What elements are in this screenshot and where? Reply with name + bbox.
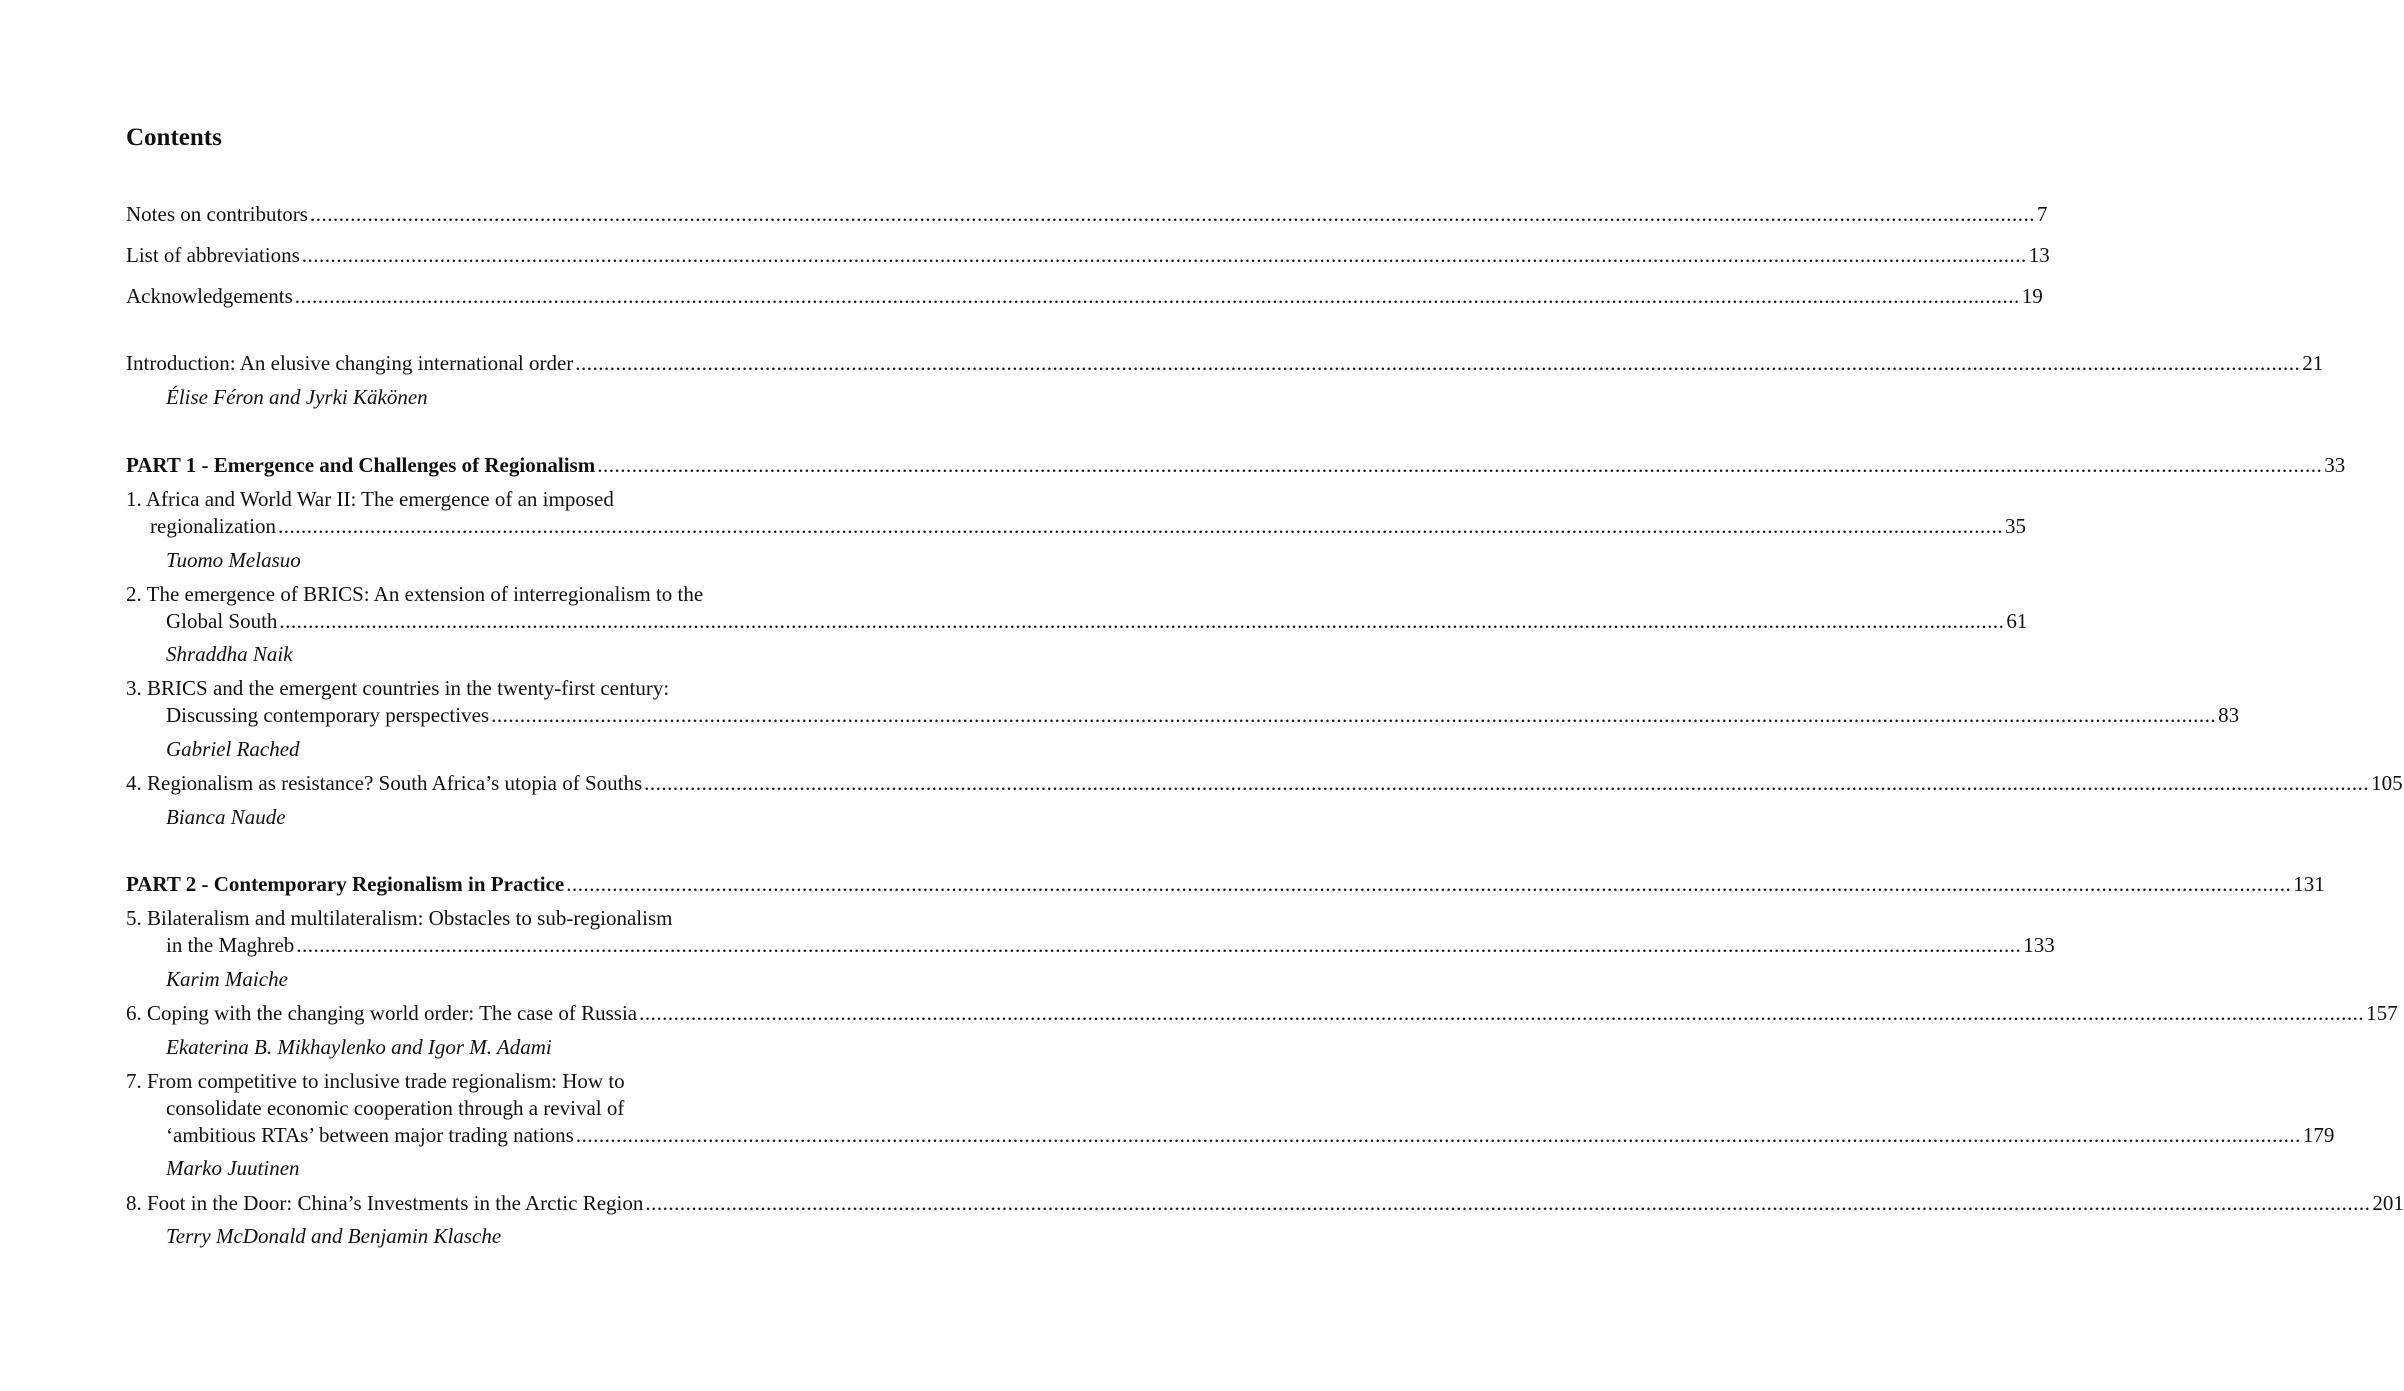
toc-chapter-3-line2[interactable] bbox=[166, 701, 2240, 729]
toc-page-number: 201 bbox=[2372, 1191, 2404, 1215]
leader-dots: ............................................................................................................................................................................................................................................................................................................ bbox=[566, 872, 2292, 896]
toc-chapter-5-line1[interactable]: 5. Bilateralism and multilateralism: Obstacles to sub-regionalism bbox=[126, 906, 673, 930]
toc-entry-label: 6. Coping with the changing world order: The case of Russia bbox=[126, 1001, 638, 1025]
leader-dots: ............................................................................................................................................................................................................................................................................................................ bbox=[597, 453, 2323, 477]
leader-dots: ............................................................................................................................................................................................................................................................................................................ bbox=[491, 703, 2217, 727]
toc-entry-label: Acknowledgements bbox=[126, 284, 293, 308]
toc-authors: Tuomo Melasuo bbox=[166, 548, 301, 572]
toc-entry-introduction[interactable] bbox=[126, 349, 2324, 377]
toc-chapter-1-line2[interactable] bbox=[150, 512, 2026, 540]
toc-entry-label: regionalization bbox=[150, 514, 276, 538]
toc-page-number: 131 bbox=[2293, 872, 2325, 896]
toc-chapter-5-line2[interactable] bbox=[166, 931, 2055, 959]
toc-page-number: 7 bbox=[2036, 202, 2048, 226]
toc-page-number: 157 bbox=[2366, 1001, 2398, 1025]
toc-page-number: 105 bbox=[2371, 771, 2403, 795]
toc-entry-label: in the Maghreb bbox=[166, 933, 295, 957]
toc-entry-label: Notes on contributors bbox=[126, 202, 308, 226]
toc-entry-label: Introduction: An elusive changing international order bbox=[126, 351, 574, 375]
toc-page-number: 133 bbox=[2023, 933, 2055, 957]
toc-entry-list-of-abbreviations[interactable] bbox=[126, 241, 2050, 269]
leader-dots: ............................................................................................................................................................................................................................................................................................................ bbox=[279, 609, 2005, 633]
toc-chapter-8[interactable] bbox=[126, 1189, 2404, 1217]
toc-entry-label: 4. Regionalism as resistance? South Africa’s utopia of Souths bbox=[126, 771, 643, 795]
toc-page-number: 83 bbox=[2218, 703, 2240, 727]
toc-authors: Ekaterina B. Mikhaylenko and Igor M. Adami bbox=[166, 1035, 552, 1059]
toc-entry-label: Discussing contemporary perspectives bbox=[166, 703, 490, 727]
toc-page-number: 13 bbox=[2028, 243, 2050, 267]
leader-dots: ............................................................................................................................................................................................................................................................................................................ bbox=[575, 351, 2301, 375]
toc-chapter-1-line1[interactable]: 1. Africa and World War II: The emergence of an imposed bbox=[126, 487, 614, 511]
toc-authors: Marko Juutinen bbox=[166, 1156, 300, 1180]
toc-entry-label: ‘ambitious RTAs’ between major trading nations bbox=[166, 1123, 574, 1147]
leader-dots: ............................................................................................................................................................................................................................................................................................................ bbox=[309, 202, 2035, 226]
toc-entry-label: 8. Foot in the Door: China’s Investments in the Arctic Region bbox=[126, 1191, 644, 1215]
toc-authors: Gabriel Rached bbox=[166, 737, 300, 761]
part-title: PART 2 - Contemporary Regionalism in Practice bbox=[126, 872, 565, 896]
leader-dots: ............................................................................................................................................................................................................................................................................................................ bbox=[294, 284, 2020, 308]
toc-authors: Terry McDonald and Benjamin Klasche bbox=[166, 1224, 502, 1248]
toc-chapter-6[interactable] bbox=[126, 999, 2398, 1027]
toc-page-number: 19 bbox=[2021, 284, 2043, 308]
toc-chapter-2-line1[interactable]: 2. The emergence of BRICS: An extension of interregionalism to the bbox=[126, 582, 704, 606]
toc-authors: Élise Féron and Jyrki Käkönen bbox=[166, 385, 428, 409]
toc-part-2[interactable] bbox=[126, 870, 2325, 898]
toc-chapter-7-line3[interactable] bbox=[166, 1121, 2335, 1149]
toc-authors: Bianca Naude bbox=[166, 805, 286, 829]
toc-chapter-4[interactable] bbox=[126, 769, 2403, 797]
part-title: PART 1 - Emergence and Challenges of Regionalism bbox=[126, 453, 596, 477]
toc-entry-notes-on-contributors[interactable] bbox=[126, 200, 2048, 228]
toc-page-number: 35 bbox=[2004, 514, 2026, 538]
toc-part-1[interactable] bbox=[126, 451, 2346, 479]
leader-dots: ............................................................................................................................................................................................................................................................................................................ bbox=[645, 1191, 2371, 1215]
toc-page-number: 61 bbox=[2006, 609, 2028, 633]
leader-dots: ............................................................................................................................................................................................................................................................................................................ bbox=[296, 933, 2022, 957]
page-title: Contents bbox=[126, 124, 222, 151]
toc-page-number: 21 bbox=[2302, 351, 2324, 375]
toc-entry-acknowledgements[interactable] bbox=[126, 282, 2043, 310]
toc-authors: Karim Maiche bbox=[166, 967, 288, 991]
leader-dots: ............................................................................................................................................................................................................................................................................................................ bbox=[301, 243, 2027, 267]
leader-dots: ............................................................................................................................................................................................................................................................................................................ bbox=[644, 771, 2370, 795]
toc-authors: Shraddha Naik bbox=[166, 642, 293, 666]
leader-dots: ............................................................................................................................................................................................................................................................................................................ bbox=[277, 514, 2003, 538]
toc-chapter-7-line2[interactable]: consolidate economic cooperation through a revival of bbox=[166, 1096, 625, 1120]
toc-page-number: 179 bbox=[2302, 1123, 2335, 1147]
toc-page-number: 33 bbox=[2324, 453, 2346, 477]
toc-chapter-2-line2[interactable] bbox=[166, 607, 2028, 635]
toc-entry-label: Global South bbox=[166, 609, 278, 633]
toc-chapter-3-line1[interactable]: 3. BRICS and the emergent countries in the twenty-first century: bbox=[126, 676, 670, 700]
toc-entry-label: List of abbreviations bbox=[126, 243, 300, 267]
leader-dots: ............................................................................................................................................................................................................................................................................................................ bbox=[575, 1123, 2301, 1147]
toc-chapter-7-line1[interactable]: 7. From competitive to inclusive trade regionalism: How to bbox=[126, 1069, 625, 1093]
leader-dots: ............................................................................................................................................................................................................................................................................................................ bbox=[639, 1001, 2365, 1025]
